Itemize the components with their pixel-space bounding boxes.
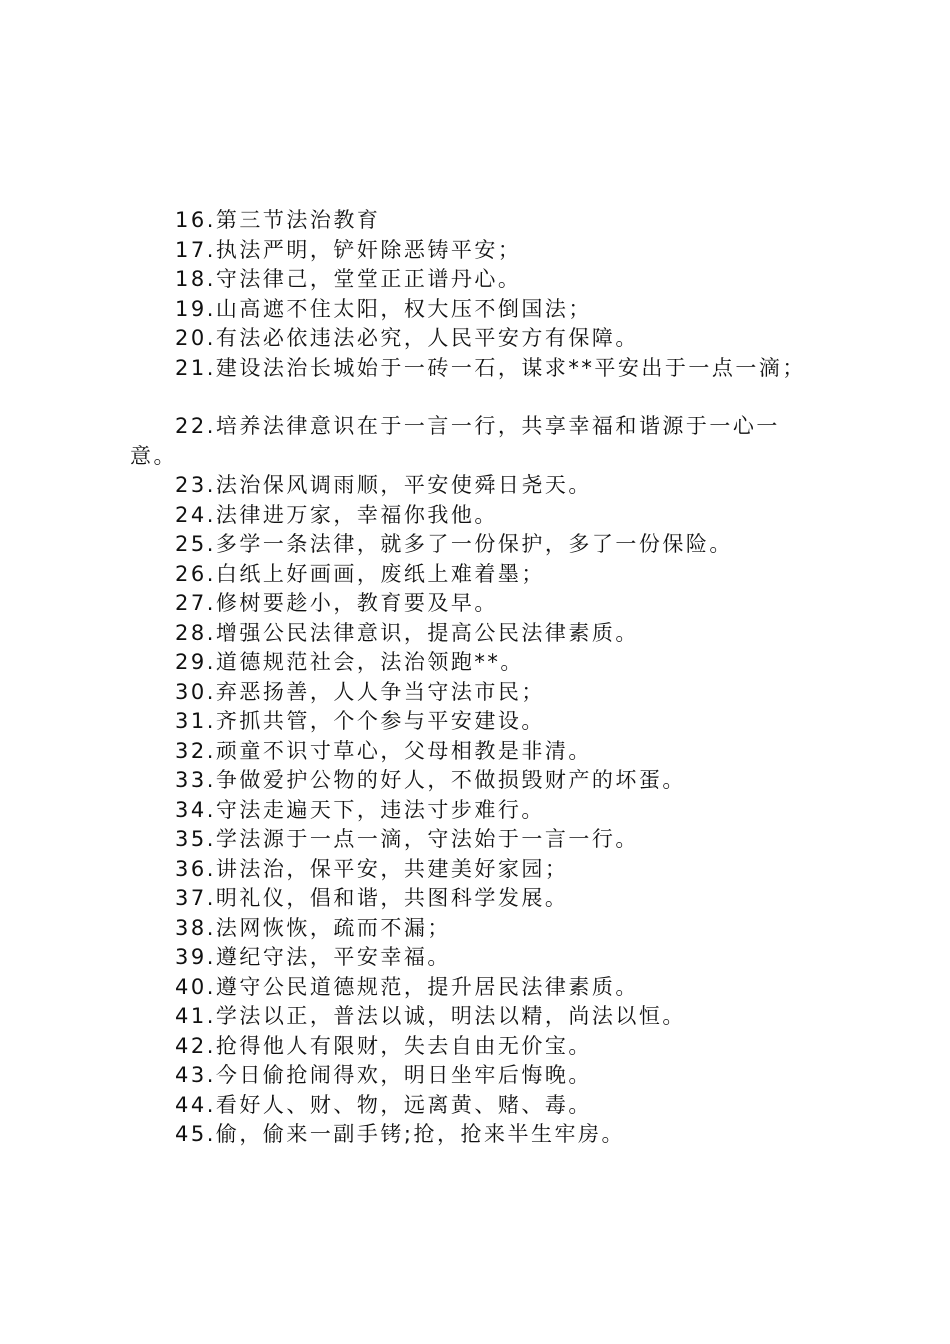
text-line: 18.守法律己，堂堂正正谱丹心。 [175,267,522,291]
text-line: 43.今日偷抢闹得欢，明日坐牢后悔晚。 [175,1063,592,1087]
text-line: 25.多学一条法律，就多了一份保护，多了一份保险。 [175,532,733,556]
text-line: 37.明礼仪，倡和谐，共图科学发展。 [175,886,569,910]
text-line: 33.争做爱护公物的好人，不做损毁财产的坏蛋。 [175,768,686,792]
text-line: 39.遵纪守法，平安幸福。 [175,945,451,969]
text-line: 40.遵守公民道德规范，提升居民法律素质。 [175,974,639,999]
text-line: 27.修树要趁小，教育要及早。 [175,591,498,615]
text-line: 45.偷，偷来一副手铐;抢，抢来半生牢房。 [175,1122,625,1146]
document-body [130,206,850,1150]
text-line: 19.山高遮不住太阳，权大压不倒国法； [175,296,592,321]
text-line-continuation: 意。 [130,443,177,468]
text-line: 29.道德规范社会，法治领跑**。 [175,650,524,674]
text-line: 34.守法走遍天下，违法寸步难行。 [175,797,545,822]
text-line: 24.法律进万家，幸福你我他。 [175,502,498,527]
text-line: 16.第三节法治教育 [175,208,381,232]
text-line: 42.抢得他人有限财，失去自由无价宝。 [175,1033,592,1058]
text-line: 23.法治保风调雨顺，平安使舜日尧天。 [175,473,592,497]
text-line: 41.学法以正，普法以诚，明法以精，尚法以恒。 [175,1004,686,1028]
text-line: 44.看好人、财、物，远离黄、赌、毒。 [175,1092,592,1117]
text-line: 35.学法源于一点一滴，守法始于一言一行。 [175,827,639,851]
text-line: 31.齐抓共管，个个参与平安建设。 [175,709,545,733]
text-line: 28.增强公民法律意识，提高公民法律素质。 [175,620,639,645]
text-line: 32.顽童不识寸草心，父母相教是非清。 [175,738,592,763]
text-line: 38.法网恢恢，疏而不漏； [175,915,451,940]
text-line: 22.培养法律意识在于一言一行，共享幸福和谐源于一心一 [175,414,780,438]
text-line: 26.白纸上好画画，废纸上难着墨； [175,561,545,586]
text-line: 21.建设法治长城始于一砖一石，谋求**平安出于一点一滴； [175,355,806,380]
text-line: 20.有法必依违法必究，人民平安方有保障。 [175,326,639,350]
text-line: 30.弃恶扬善，人人争当守法市民； [175,679,545,704]
text-line: 17.执法严明，铲奸除恶铸平安； [175,237,522,262]
text-line: 36.讲法治，保平安，共建美好家园； [175,856,569,881]
